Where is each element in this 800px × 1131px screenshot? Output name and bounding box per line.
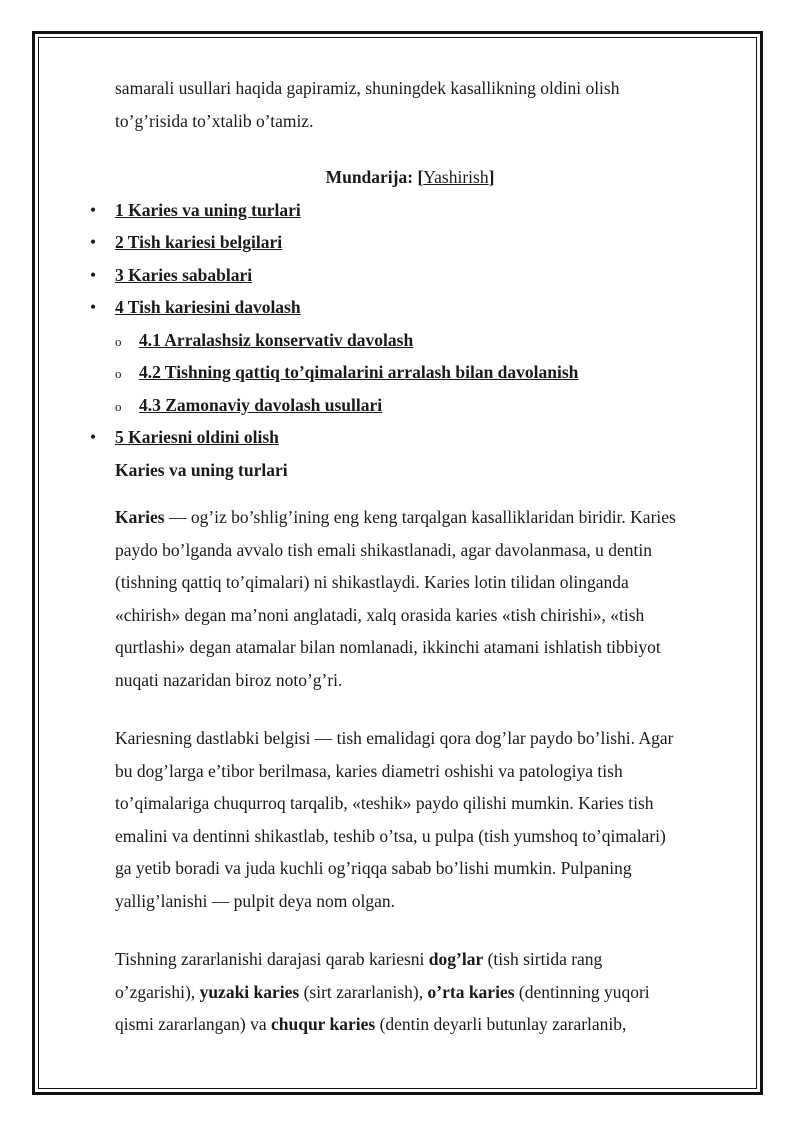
- p3-text-4: (sirt zararlanish),: [299, 981, 428, 1002]
- intro-line-2: to’g’risida to’xtalib o’tamiz.: [115, 110, 314, 131]
- p1-line-3: (tishning qattiq to’qimalari) ni shikastlaydi. Karies lotin tilidan olinganda: [115, 572, 629, 592]
- paragraph-karies-signs: [115, 722, 725, 917]
- p3-text-7: (dentin deyarli butunlay zararlanib,: [375, 1014, 627, 1034]
- bold-term-yuzaki: yuzaki karies: [199, 981, 300, 1002]
- section-heading: Karies va uning turlari: [115, 459, 288, 480]
- p3-text-1: Tishning zararlanishi darajasi qarab kariesni: [115, 949, 429, 969]
- toc-subitem-arralash[interactable]: [115, 356, 725, 389]
- p1-line-1: — og’iz bo’shlig’ining eng keng tarqalgan kasalliklaridan biridir. Karies: [164, 507, 676, 527]
- p1-line-5: qurtlashi» degan atamalar bilan nomlanadi, ikkinchi atamani ishlatish tibbiyot: [115, 637, 661, 657]
- p2-line-4: emalini va dentinni shikastlab, teshib o’tsa, u pulpa (tish yumshoq to’qimalari): [115, 825, 666, 846]
- toc-subitem-arralashsiz[interactable]: [115, 324, 725, 357]
- toc-title: [95, 161, 725, 194]
- p3-text-5: (dentinning yuqori: [514, 981, 650, 1002]
- p1-line-2: paydo bo’lganda avvalo tish emali shikastlanadi, agar davolanmasa, u dentin: [115, 539, 652, 560]
- toc-subitem-label: 4.2 Tishning qattiq to’qimalarini arralash bilan davolanish: [139, 362, 579, 382]
- p3-text-6: qismi zararlangan) va: [115, 1014, 271, 1034]
- bold-term-karies: Karies: [115, 507, 165, 527]
- p2-line-1: Kariesning dastlabki belgisi — tish emalidagi qora dog’lar paydo bo’lishi. Agar: [115, 728, 674, 748]
- toc-sub-marker: o: [115, 398, 122, 414]
- toc-toggle-link[interactable]: Yashirish: [423, 167, 489, 187]
- toc-subitem-zamonaviy[interactable]: [115, 389, 725, 422]
- toc-sub-marker: o: [115, 333, 122, 349]
- toc-subitem-label: 4.1 Arralashsiz konservativ davolash: [139, 329, 414, 350]
- toc-title-text: Mundarija:: [325, 167, 414, 187]
- toc-bracket-open: [: [417, 167, 424, 187]
- toc-item-karies-turlari[interactable]: • 1 Karies va uning turlari: [115, 194, 725, 227]
- toc-item-oldini-olish[interactable]: • 5 Kariesni oldini olish: [115, 421, 725, 454]
- p1-line-6: nuqati nazaridan biroz noto’g’ri.: [115, 669, 343, 690]
- bold-term-doglar: dog’lar: [428, 949, 484, 969]
- bold-term-chuqur: chuqur karies: [270, 1014, 376, 1034]
- intro-paragraph: [115, 72, 725, 137]
- toc-item-sabablari[interactable]: • 3 Karies sabablari: [115, 259, 725, 292]
- p2-line-3: to’qimalariga chuqurroq tarqalib, «teshik» paydo qilishi mumkin. Karies tish: [115, 793, 654, 813]
- paragraph-karies-definition: [115, 501, 725, 696]
- p2-line-6: yallig’lanishi — pulpit deya nom olgan.: [115, 890, 395, 911]
- toc-bracket-close: ]: [488, 167, 495, 187]
- toc-item-davolash[interactable]: • 4 Tish kariesini davolash: [115, 291, 725, 324]
- toc-item-belgilari[interactable]: • 2 Tish kariesi belgilari: [115, 226, 725, 259]
- p1-line-4: «chirish» degan ma’noni anglatadi, xalq orasida karies «tish chirishi», «tish: [115, 604, 645, 625]
- p3-text-2: (tish sirtida rang: [483, 949, 603, 969]
- p3-text-3: o’zgarishi),: [115, 981, 200, 1002]
- toc-subitem-label: 4.3 Zamonaviy davolash usullari: [139, 394, 383, 415]
- intro-line-1: samarali usullari haqida gapiramiz, shuningdek kasallikning oldini olish: [115, 78, 620, 98]
- document-body: [115, 72, 725, 1067]
- p2-line-2: bu dog’larga e’tibor berilmasa, karies diametri oshishi va patologiya tish: [115, 760, 623, 781]
- toc-sub-marker: o: [115, 366, 122, 381]
- toc-list: [115, 194, 725, 454]
- p2-line-5: ga yetib boradi va juda kuchli og’riqqa sabab bo’lishi mumkin. Pulpaning: [115, 858, 632, 878]
- paragraph-karies-stages: [115, 943, 725, 1041]
- bold-term-orta: o’rta karies: [427, 981, 515, 1002]
